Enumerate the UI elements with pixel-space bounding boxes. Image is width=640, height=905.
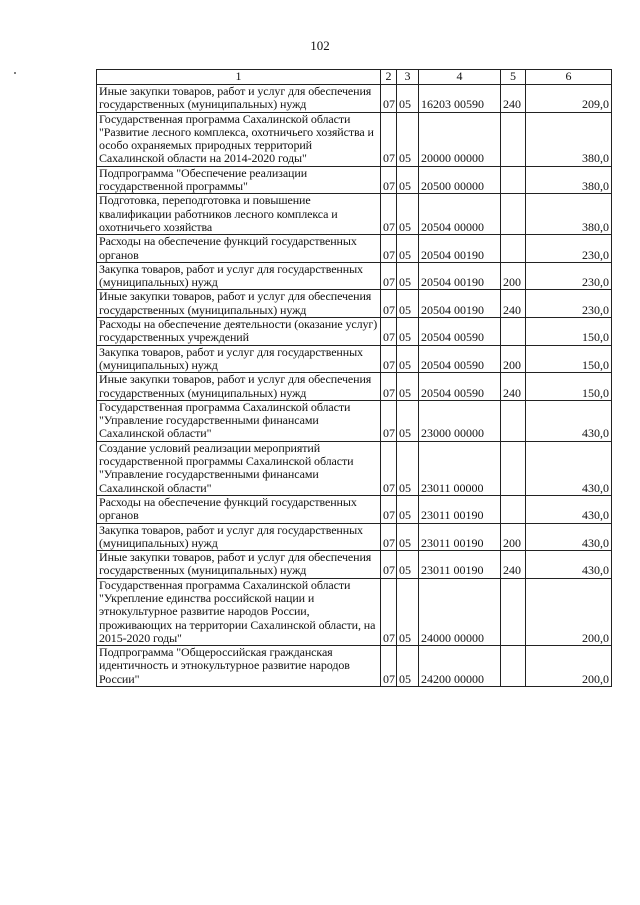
target-article-cell: 20504 00590 <box>419 318 501 346</box>
row-name-cell: Иные закупки товаров, работ и услуг для обеспечения государственных (муниципальных) нужд <box>97 290 381 318</box>
subsection-code-cell: 05 <box>397 551 419 579</box>
expense-type-cell <box>501 318 526 346</box>
expense-type-cell: 240 <box>501 373 526 401</box>
subsection-code-cell: 05 <box>397 85 419 113</box>
subsection-code-cell: 05 <box>397 166 419 194</box>
row-name-cell: Закупка товаров, работ и услуг для государственных (муниципальных) нужд <box>97 523 381 551</box>
budget-table <box>96 69 612 687</box>
section-code-cell: 07 <box>381 373 397 401</box>
table-row <box>97 551 612 579</box>
section-code-cell: 07 <box>381 166 397 194</box>
table-row <box>97 400 612 441</box>
amount-cell: 380,0 <box>526 166 612 194</box>
table-row <box>97 290 612 318</box>
expense-type-cell <box>501 235 526 263</box>
table-row <box>97 262 612 290</box>
amount-cell: 430,0 <box>526 441 612 495</box>
row-name-cell: Государственная программа Сахалинской области "Развитие лесного комплекса, охотничьего хозяйства и особо охраняемых природных территорий Сахалинской области на 2014-2020 годы" <box>97 112 381 166</box>
header-row <box>97 70 612 85</box>
expense-type-cell: 240 <box>501 85 526 113</box>
expense-type-cell <box>501 441 526 495</box>
subsection-code-cell: 05 <box>397 194 419 235</box>
target-article-cell: 24000 00000 <box>419 578 501 645</box>
row-name-cell: Создание условий реализации мероприятий государственной программы Сахалинской области "Управление государственными финансами Сахалинской области" <box>97 441 381 495</box>
table-row <box>97 495 612 523</box>
expense-type-cell <box>501 112 526 166</box>
row-name-cell: Подпрограмма "Общероссийская гражданская идентичность и этнокультурное развитие народов России" <box>97 646 381 687</box>
table-row <box>97 441 612 495</box>
amount-cell: 380,0 <box>526 112 612 166</box>
target-article-cell: 23011 00190 <box>419 523 501 551</box>
target-article-cell: 23011 00190 <box>419 551 501 579</box>
subsection-code-cell: 05 <box>397 400 419 441</box>
target-article-cell: 20504 00590 <box>419 345 501 373</box>
row-name-cell: Подпрограмма "Обеспечение реализации государственной программы" <box>97 166 381 194</box>
section-code-cell: 07 <box>381 495 397 523</box>
row-name-cell: Иные закупки товаров, работ и услуг для обеспечения государственных (муниципальных) нужд <box>97 551 381 579</box>
header-cell: 6 <box>526 70 612 85</box>
expense-type-cell <box>501 166 526 194</box>
subsection-code-cell: 05 <box>397 345 419 373</box>
table-row <box>97 373 612 401</box>
target-article-cell: 20504 00190 <box>419 235 501 263</box>
subsection-code-cell: 05 <box>397 495 419 523</box>
header-cell: 1 <box>97 70 381 85</box>
section-code-cell: 07 <box>381 523 397 551</box>
row-name-cell: Государственная программа Сахалинской области "Укрепление единства российской нации и этнокультурное развитие народов России, проживающих на территории Сахалинской области, на 2015-2020 годы" <box>97 578 381 645</box>
section-code-cell: 07 <box>381 290 397 318</box>
header-cell: 2 <box>381 70 397 85</box>
row-name-cell: Иные закупки товаров, работ и услуг для обеспечения государственных (муниципальных) нужд <box>97 373 381 401</box>
target-article-cell: 16203 00590 <box>419 85 501 113</box>
section-code-cell: 07 <box>381 578 397 645</box>
target-article-cell: 23011 00190 <box>419 495 501 523</box>
amount-cell: 430,0 <box>526 495 612 523</box>
table-row <box>97 194 612 235</box>
section-code-cell: 07 <box>381 235 397 263</box>
amount-cell: 200,0 <box>526 578 612 645</box>
target-article-cell: 23011 00000 <box>419 441 501 495</box>
table-row <box>97 112 612 166</box>
amount-cell: 150,0 <box>526 373 612 401</box>
subsection-code-cell: 05 <box>397 523 419 551</box>
header-cell: 5 <box>501 70 526 85</box>
target-article-cell: 20504 00000 <box>419 194 501 235</box>
row-name-cell: Подготовка, переподготовка и повышение квалификации работников лесного комплекса и охотничьего хозяйства <box>97 194 381 235</box>
target-article-cell: 20500 00000 <box>419 166 501 194</box>
expense-type-cell: 200 <box>501 262 526 290</box>
target-article-cell: 20504 00190 <box>419 290 501 318</box>
section-code-cell: 07 <box>381 194 397 235</box>
row-name-cell: Иные закупки товаров, работ и услуг для обеспечения государственных (муниципальных) нужд <box>97 85 381 113</box>
target-article-cell: 23000 00000 <box>419 400 501 441</box>
subsection-code-cell: 05 <box>397 290 419 318</box>
table-row <box>97 85 612 113</box>
section-code-cell: 07 <box>381 262 397 290</box>
header-cell: 3 <box>397 70 419 85</box>
expense-type-cell <box>501 194 526 235</box>
expense-type-cell <box>501 578 526 645</box>
expense-type-cell: 200 <box>501 523 526 551</box>
subsection-code-cell: 05 <box>397 318 419 346</box>
expense-type-cell: 240 <box>501 551 526 579</box>
row-name-cell: Расходы на обеспечение функций государственных органов <box>97 235 381 263</box>
header-cell: 4 <box>419 70 501 85</box>
subsection-code-cell: 05 <box>397 112 419 166</box>
amount-cell: 209,0 <box>526 85 612 113</box>
table-row <box>97 345 612 373</box>
section-code-cell: 07 <box>381 112 397 166</box>
section-code-cell: 07 <box>381 551 397 579</box>
expense-type-cell: 200 <box>501 345 526 373</box>
subsection-code-cell: 05 <box>397 441 419 495</box>
target-article-cell: 20504 00590 <box>419 373 501 401</box>
subsection-code-cell: 05 <box>397 235 419 263</box>
expense-type-cell <box>501 495 526 523</box>
row-name-cell: Расходы на обеспечение деятельности (оказание услуг) государственных учреждений <box>97 318 381 346</box>
page-number: 102 <box>310 38 330 53</box>
amount-cell: 380,0 <box>526 194 612 235</box>
table-row <box>97 523 612 551</box>
table-row <box>97 235 612 263</box>
table-row <box>97 166 612 194</box>
section-code-cell: 07 <box>381 345 397 373</box>
amount-cell: 430,0 <box>526 523 612 551</box>
section-code-cell: 07 <box>381 85 397 113</box>
section-code-cell: 07 <box>381 318 397 346</box>
table-row <box>97 646 612 687</box>
section-code-cell: 07 <box>381 400 397 441</box>
table-row <box>97 578 612 645</box>
amount-cell: 200,0 <box>526 646 612 687</box>
target-article-cell: 20000 00000 <box>419 112 501 166</box>
row-name-cell: Государственная программа Сахалинской области "Управление государственными финансами Сахалинской области" <box>97 400 381 441</box>
subsection-code-cell: 05 <box>397 578 419 645</box>
amount-cell: 230,0 <box>526 262 612 290</box>
amount-cell: 430,0 <box>526 551 612 579</box>
amount-cell: 230,0 <box>526 290 612 318</box>
expense-type-cell <box>501 400 526 441</box>
subsection-code-cell: 05 <box>397 373 419 401</box>
subsection-code-cell: 05 <box>397 646 419 687</box>
row-name-cell: Закупка товаров, работ и услуг для государственных (муниципальных) нужд <box>97 262 381 290</box>
expense-type-cell <box>501 646 526 687</box>
target-article-cell: 20504 00190 <box>419 262 501 290</box>
target-article-cell: 24200 00000 <box>419 646 501 687</box>
amount-cell: 150,0 <box>526 318 612 346</box>
table-row <box>97 318 612 346</box>
expense-type-cell: 240 <box>501 290 526 318</box>
subsection-code-cell: 05 <box>397 262 419 290</box>
row-name-cell: Расходы на обеспечение функций государственных органов <box>97 495 381 523</box>
scan-speck <box>14 72 16 74</box>
amount-cell: 150,0 <box>526 345 612 373</box>
amount-cell: 230,0 <box>526 235 612 263</box>
amount-cell: 430,0 <box>526 400 612 441</box>
row-name-cell: Закупка товаров, работ и услуг для государственных (муниципальных) нужд <box>97 345 381 373</box>
section-code-cell: 07 <box>381 646 397 687</box>
section-code-cell: 07 <box>381 441 397 495</box>
